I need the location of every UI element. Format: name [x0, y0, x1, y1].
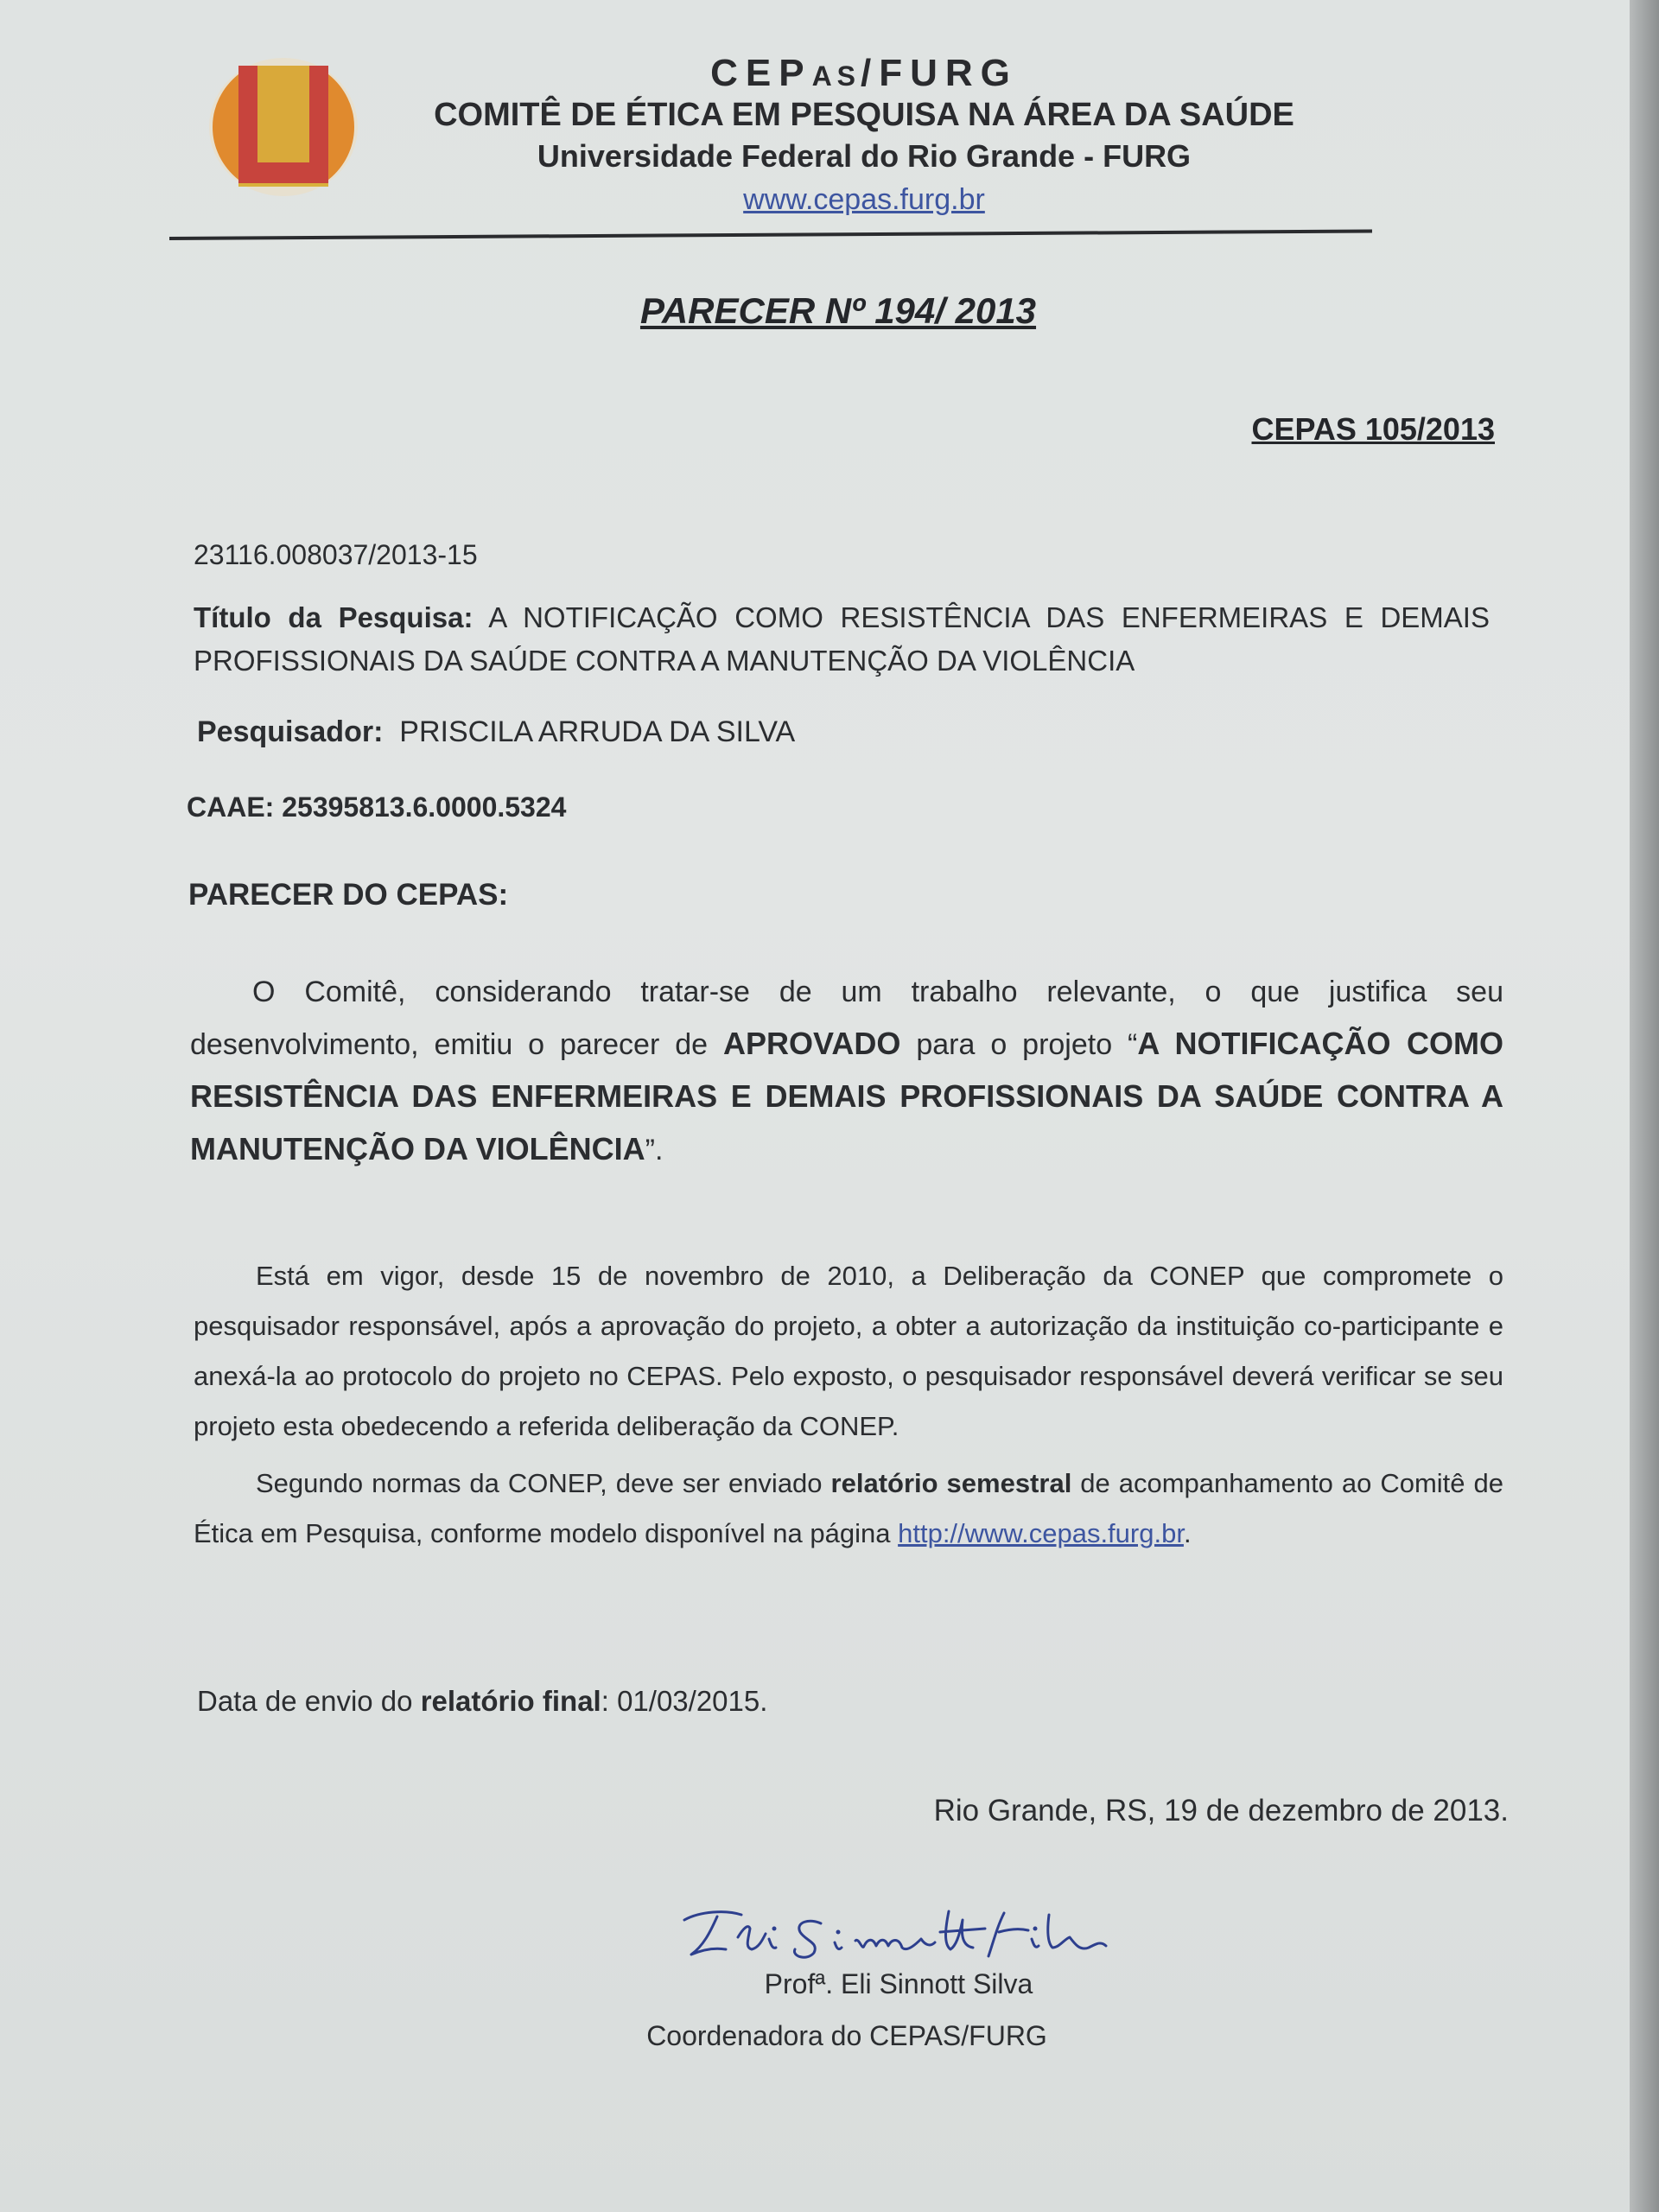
header-title: CEPAS/FURG	[710, 52, 1018, 94]
header-committee: COMITÊ DE ÉTICA EM PESQUISA NA ÁREA DA SAÚDE	[434, 97, 1294, 133]
opinion-paragraph: O Comitê, considerando tratar-se de um trabalho relevante, o que justifica seu desenvolvimento, emitiu o parecer de APROVADO para o projeto “A NOTIFICAÇÃO COMO RESISTÊNCIA DAS ENFERMEIRAS E DEMAIS PROFISSIONAIS DA SAÚDE CONTRA A MANUTENÇÃO DA VIOLÊNCIA”.	[190, 976, 1504, 1166]
cepas-link[interactable]: http://www.cepas.furg.br	[898, 1518, 1184, 1548]
page-edge-shadow	[1630, 0, 1659, 2212]
semester-report-paragraph: Segundo normas da CONEP, deve ser enviado relatório semestral de acompanhamento ao Comitê de Ética em Pesquisa, conforme modelo disponível na página http://www.cepas.furg.br.	[194, 1468, 1503, 1548]
document-title: PARECER Nº 194/ 2013	[639, 290, 1037, 331]
final-report-date: Data de envio do relatório final: 01/03/2015.	[197, 1685, 768, 1717]
handwritten-signature	[665, 1894, 1132, 1968]
process-number: 23116.008037/2013-15	[194, 539, 478, 570]
header-website[interactable]: www.cepas.furg.br	[743, 183, 985, 216]
signer-name: Profª. Eli Sinnott Silva	[764, 1968, 1033, 1999]
header-university: Universidade Federal do Rio Grande - FURG	[537, 138, 1192, 174]
cepas-number: CEPAS 105/2013	[1251, 411, 1495, 447]
conep-deliberation-paragraph: Está em vigor, desde 15 de novembro de 2010, a Deliberação da CONEP que compromete o pesquisador responsável, após a aprovação do projeto, a obter a autorização da instituição co-participante e anexá-la ao protocolo do projeto no CEPAS. Pelo exposto, o pesquisador responsável deverá verificar se seu projeto esta obedecendo a referida deliberação da CONEP.	[194, 1261, 1503, 1441]
research-title: Título da Pesquisa: A NOTIFICAÇÃO COMO RESISTÊNCIA DAS ENFERMEIRAS E DEMAIS PROFISSIONAIS DA SAÚDE CONTRA A MANUTENÇÃO DA VIOLÊNCIA	[194, 601, 1490, 677]
caae: CAAE: 25395813.6.0000.5324	[187, 791, 567, 823]
place-and-date: Rio Grande, RS, 19 de dezembro de 2013.	[933, 1794, 1509, 1827]
opinion-heading: PARECER DO CEPAS:	[188, 878, 509, 912]
furg-logo-icon	[204, 54, 363, 200]
signer-role: Coordenadora do CEPAS/FURG	[646, 2020, 1047, 2051]
researcher: Pesquisador: PRISCILA ARRUDA DA SILVA	[197, 715, 796, 748]
